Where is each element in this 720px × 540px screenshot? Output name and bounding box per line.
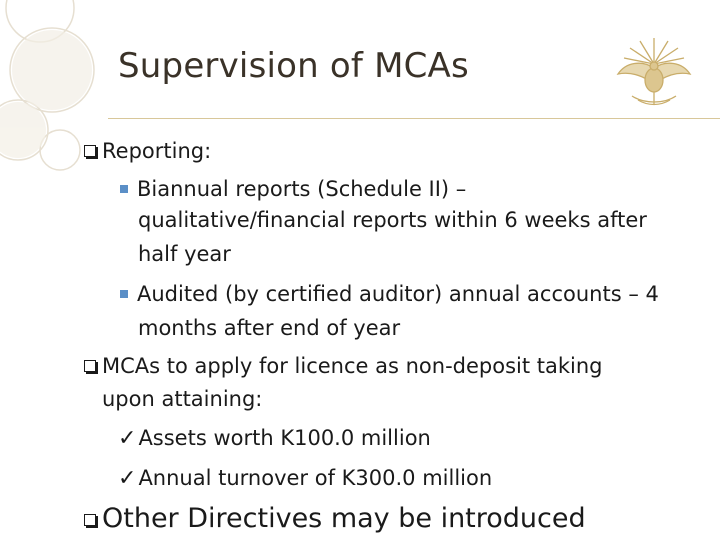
bullet-licence-cont: upon attaining: [102, 387, 263, 411]
sub-bullet-audited-cont: months after end of year [138, 316, 401, 340]
check-bullet-turnover [118, 464, 492, 493]
bullet-reporting [84, 137, 211, 165]
sub-bullet-biannual [120, 175, 466, 203]
check-bullet-assets [118, 424, 431, 453]
slide-title: Supervision of MCAs [118, 46, 469, 86]
square-bullet-icon [84, 145, 96, 157]
square-bullet-icon [84, 514, 96, 526]
small-square-bullet-icon [120, 185, 128, 193]
sub-bullet-biannual-cont2: half year [138, 242, 231, 266]
square-bullet-icon [84, 360, 96, 372]
small-square-bullet-icon [120, 290, 128, 298]
check-mark-icon: ✓ [118, 426, 137, 451]
bullet-text: MCAs to apply for licence as non-deposit taking [102, 354, 603, 378]
bullet-text: Biannual reports (Schedule II) – [137, 177, 467, 201]
sub-bullet-audited [120, 280, 659, 308]
sub-bullet-biannual-cont: qualitative/financial reports within 6 weeks after [138, 208, 647, 232]
bullet-directives [84, 502, 586, 536]
check-mark-icon: ✓ [118, 466, 137, 491]
bullet-text: Annual turnover of K300.0 million [138, 466, 493, 490]
bullet-text: Other Directives may be introduced [102, 503, 586, 534]
bullet-text: Audited (by certified auditor) annual accounts – 4 [137, 282, 659, 306]
bullet-text: Assets worth K100.0 million [138, 426, 431, 450]
bullet-licence [84, 352, 603, 380]
bullet-text: Reporting: [102, 139, 212, 163]
